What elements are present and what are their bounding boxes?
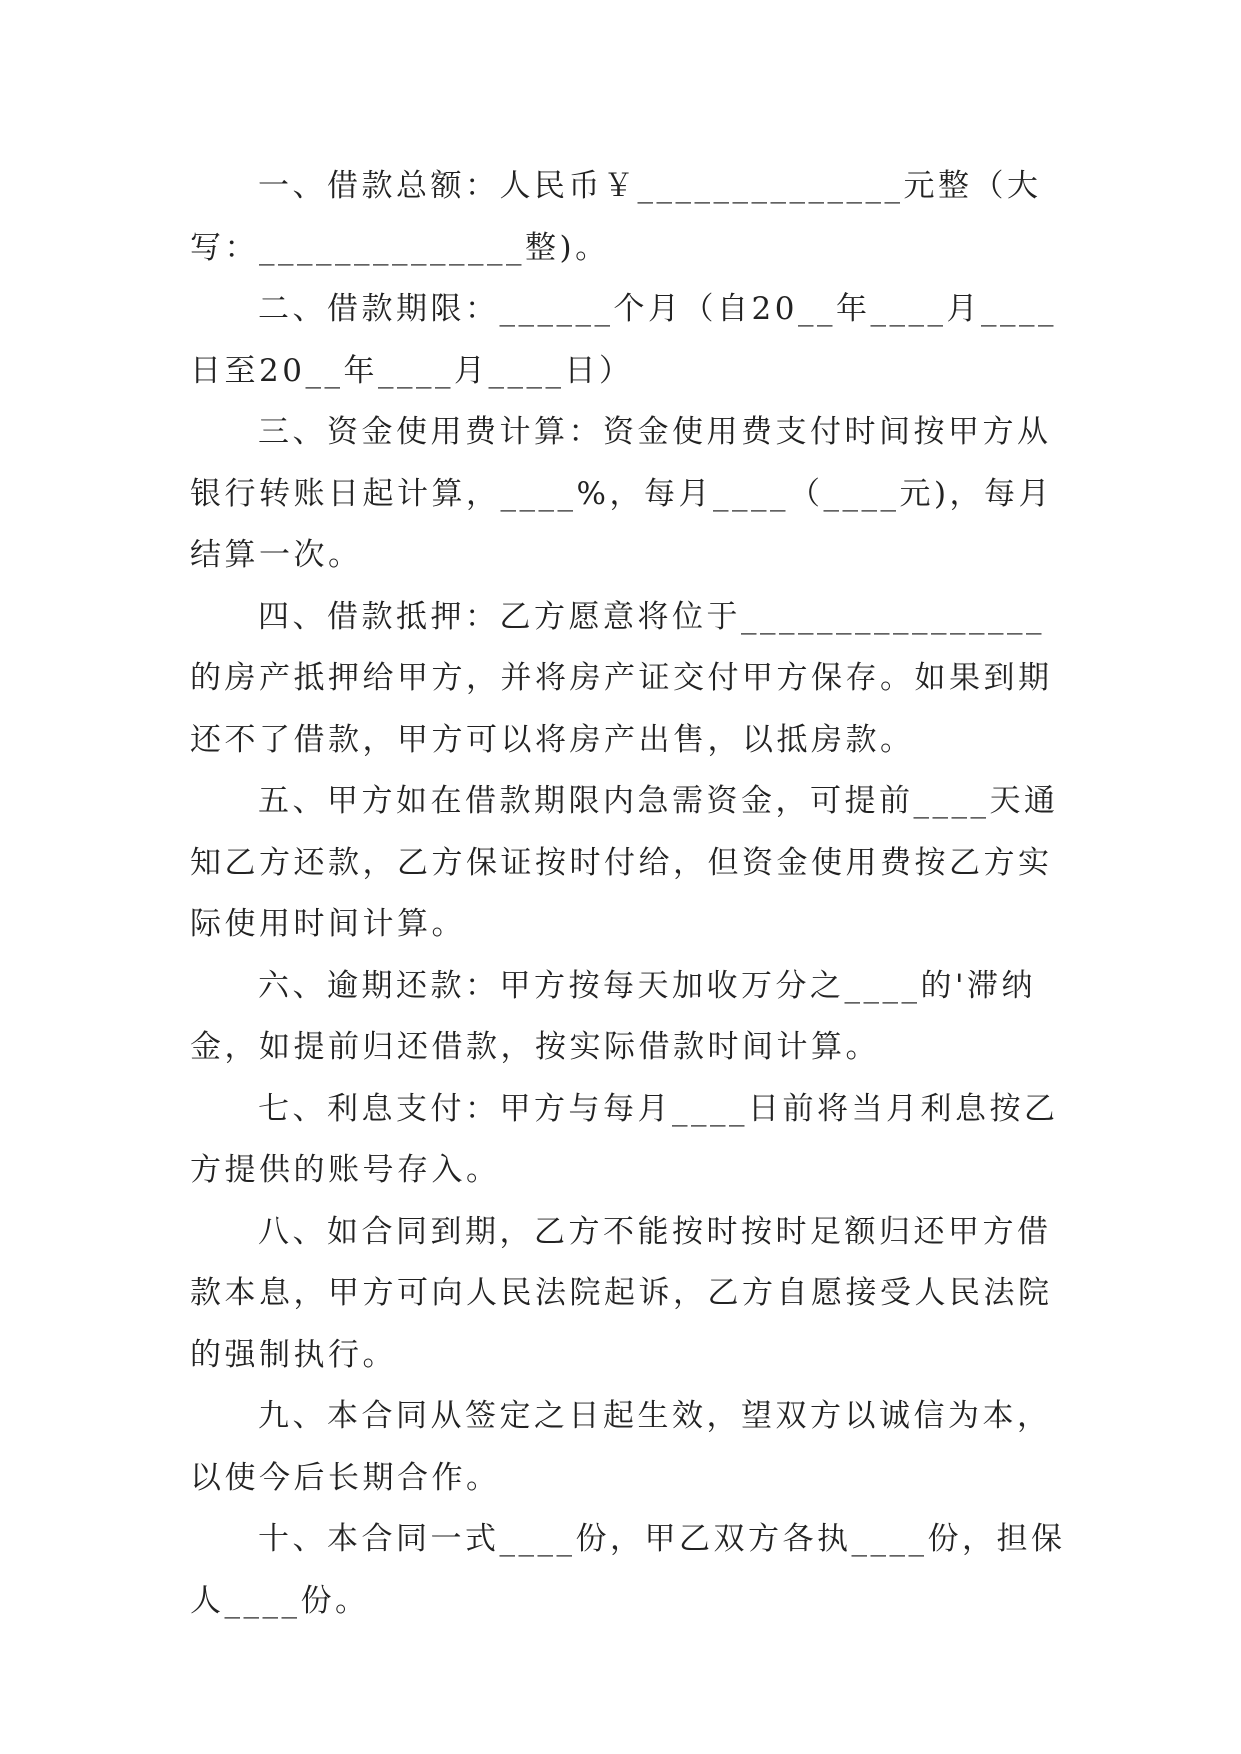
- clause-3-fee-calculation: 三、资金使用费计算：资金使用费支付时间按甲方从银行转账日起计算，____%，每月____（____元)，每月结算一次。: [190, 414, 1054, 573]
- contract-body: [190, 156, 1070, 1632]
- clause-6-late-payment: 六、逾期还款：甲方按每天加收万分之____的'滞纳金，如提前归还借款，按实际借款时间计算。: [190, 967, 1037, 1065]
- clause-5-early-recall: 五、甲方如在借款期限内急需资金，可提前____天通知乙方还款，乙方保证按时付给，但资金使用费按乙方实际使用时间计算。: [190, 783, 1059, 942]
- clause-1-loan-amount: 一、借款总额：人民币￥______________元整（大写：______________整)。: [190, 168, 1042, 266]
- clause-2-loan-term: 二、借款期限：______个月（自20__年____月____日至20__年____月____日）: [190, 291, 1057, 389]
- clause-4-mortgage: 四、借款抵押：乙方愿意将位于________________的房产抵押给甲方，并将房产证交付甲方保存。如果到期还不了借款，甲方可以将房产出售，以抵房款。: [190, 598, 1053, 758]
- clause-9-effective-date: 九、本合同从签定之日起生效，望双方以诚信为本，以使今后长期合作。: [190, 1398, 1052, 1496]
- clause-10-copies: 十、本合同一式____份，甲乙双方各执____份，担保人____份。: [190, 1521, 1066, 1619]
- clause-8-maturity-default: 八、如合同到期，乙方不能按时按时足额归还甲方借款本息，甲方可向人民法院起诉，乙方自愿接受人民法院的强制执行。: [190, 1213, 1053, 1373]
- clause-7-interest-payment: 七、利息支付：甲方与每月____日前将当月利息按乙方提供的账号存入。: [190, 1090, 1059, 1188]
